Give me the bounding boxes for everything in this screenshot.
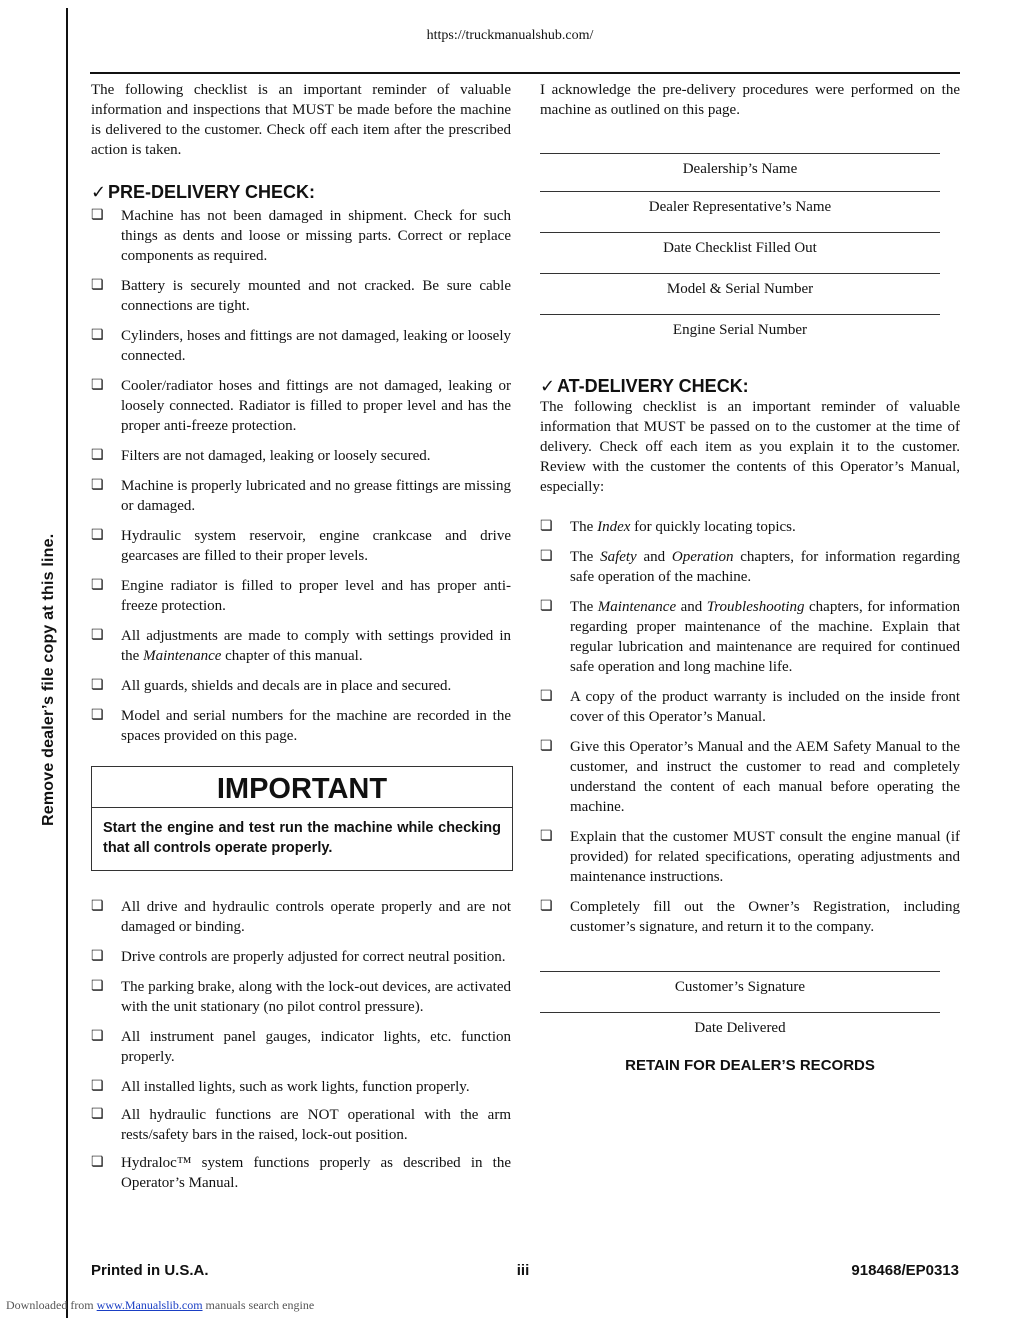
dealer-signature-block (540, 153, 960, 340)
signature-field[interactable] (540, 191, 960, 217)
list-item[interactable]: ❏ Filters are not damaged, leaking or loosely secured. (91, 448, 431, 464)
list-item[interactable]: ❏ The Index for quickly locating topics. (540, 519, 796, 535)
list-item[interactable]: ❏ Hydraloc™ system functions properly as described in the Operator’s Manual. (91, 1155, 511, 1191)
checkbox-icon[interactable]: ❏ (540, 899, 553, 914)
pre-delivery-heading (91, 181, 511, 203)
list-item[interactable]: ❏ Completely fill out the Owner’s Registration, including customer’s signature, and return it to the company. (540, 899, 960, 935)
checkbox-icon[interactable]: ❏ (91, 899, 104, 914)
checkbox-icon[interactable]: ❏ (540, 739, 553, 754)
important-notice (91, 766, 513, 871)
signature-field[interactable] (540, 971, 960, 997)
left-column (91, 80, 511, 1193)
signature-label: Date Checklist Filled Out (663, 240, 817, 256)
checkbox-icon[interactable]: ❏ (91, 328, 104, 343)
page-number: iii (516, 1262, 530, 1279)
at-delivery-intro: The following checklist is an important reminder of valuable information that MUST be passed on to the customer at the time of delivery. Check off each item as you explain it to the customer. Review with the customer the contents of this Operator’s Manual, especially: (540, 399, 960, 495)
list-item[interactable]: ❏ All installed lights, such as work lights, function properly. (91, 1079, 470, 1095)
checkbox-icon[interactable]: ❏ (540, 519, 553, 534)
checkbox-icon[interactable]: ❏ (91, 708, 104, 723)
list-item[interactable]: ❏ Model and serial numbers for the machine are recorded in the spaces provided on this page. (91, 708, 511, 744)
signature-label: Engine Serial Number (672, 322, 808, 338)
checkbox-icon[interactable]: ❏ (91, 208, 104, 223)
checkbox-icon[interactable]: ❏ (91, 678, 104, 693)
checkbox-icon[interactable]: ❏ (540, 599, 553, 614)
checkbox-icon[interactable]: ❏ (91, 578, 104, 593)
list-item[interactable]: ❏ All guards, shields and decals are in place and secured. (91, 678, 452, 694)
checkbox-icon[interactable]: ❏ (540, 549, 553, 564)
cut-line (66, 8, 68, 1318)
list-item[interactable]: ❏ All instrument panel gauges, indicator lights, etc. function properly. (91, 1029, 511, 1065)
checkbox-icon[interactable]: ❏ (540, 829, 553, 844)
download-note (6, 1298, 314, 1313)
customer-signature-block (540, 971, 960, 1038)
important-text: Start the engine and test run the machine while checking that all controls operate properly. (103, 820, 501, 856)
checkbox-icon[interactable]: ❏ (91, 1107, 104, 1122)
checkbox-icon[interactable]: ❏ (91, 1029, 104, 1044)
signature-label: Dealership’s Name (682, 161, 798, 177)
checkbox-icon[interactable]: ❏ (91, 448, 104, 463)
checkbox-icon[interactable]: ❏ (91, 979, 104, 994)
checkbox-icon[interactable]: ❏ (91, 628, 104, 643)
right-column (540, 80, 960, 1074)
pre-delivery-title: PRE-DELIVERY CHECK: (108, 182, 316, 202)
at-delivery-title: AT-DELIVERY CHECK: (557, 376, 749, 396)
signature-field[interactable] (540, 153, 960, 179)
list-item[interactable]: ❏ The Safety and Operation chapters, for information regarding safe operation of the machine. (540, 549, 960, 585)
signature-field[interactable] (540, 273, 960, 299)
list-item[interactable]: ❏ All adjustments are made to comply with settings provided in the Maintenance chapter of this manual. (91, 628, 511, 664)
list-item[interactable]: ❏ Machine has not been damaged in shipment. Check for such things as dents and loose or missing parts. Correct or replace components as required. (91, 208, 511, 264)
document-code: 918468/EP0313 (851, 1262, 959, 1279)
signature-label: Date Delivered (694, 1020, 786, 1036)
run-test-list (91, 897, 511, 1193)
checkbox-icon[interactable]: ❏ (91, 278, 104, 293)
signature-label: Dealer Representative’s Name (648, 199, 832, 215)
list-item[interactable]: ❏ Drive controls are properly adjusted for correct neutral position. (91, 949, 506, 965)
checkbox-icon[interactable]: ❏ (540, 689, 553, 704)
check-mark-icon: ✓ (91, 182, 107, 202)
intro-paragraph: The following checklist is an important reminder of valuable information and inspections that MUST be made before the machine is delivered to the customer. Check off each item after the prescribed action is taken. (91, 82, 511, 158)
cut-instruction: Remove dealer’s file copy at this line. (40, 533, 57, 826)
list-item[interactable]: ❏ All drive and hydraulic controls operate properly and are not damaged or binding. (91, 899, 511, 935)
checkbox-icon[interactable]: ❏ (91, 1155, 104, 1170)
checkbox-icon[interactable]: ❏ (91, 378, 104, 393)
download-suffix: manuals search engine (205, 1298, 315, 1312)
important-title: IMPORTANT (92, 767, 512, 808)
check-mark-icon: ✓ (540, 376, 556, 396)
list-item[interactable]: ❏ Explain that the customer MUST consult the engine manual (if provided) for related specifications, operating adjustments and maintenance instructions. (540, 829, 960, 885)
pre-delivery-list (91, 206, 511, 746)
list-item[interactable]: ❏ All hydraulic functions are NOT operational with the arm rests/safety bars in the raised, lock-out position. (91, 1107, 511, 1143)
list-item[interactable]: ❏ Machine is properly lubricated and no grease fittings are missing or damaged. (91, 478, 511, 514)
acknowledge-paragraph: I acknowledge the pre-delivery procedures were performed on the machine as outlined on this page. (540, 82, 960, 118)
signature-field[interactable] (540, 314, 960, 340)
signature-field[interactable] (540, 1012, 960, 1038)
list-item[interactable]: ❏ The parking brake, along with the lock-out devices, are activated with the unit stationary (no pilot control pressure). (91, 979, 511, 1015)
checkbox-icon[interactable]: ❏ (91, 949, 104, 964)
list-item[interactable]: ❏ Cooler/radiator hoses and fittings are not damaged, leaking or loosely connected. Radiator is filled to proper level and has the proper anti-freeze protection. (91, 378, 511, 434)
signature-label: Customer’s Signature (674, 979, 806, 995)
list-item[interactable]: ❏ Give this Operator’s Manual and the AEM Safety Manual to the customer, and instruct the customer to read and completely understand the content of each manual before operating the machine. (540, 739, 960, 815)
at-delivery-heading (540, 375, 960, 397)
at-delivery-list (540, 517, 960, 937)
checkbox-icon[interactable]: ❏ (91, 528, 104, 543)
manualslib-link[interactable]: www.Manualslib.com (96, 1298, 203, 1312)
source-url: https://truckmanualshub.com/ (426, 28, 594, 43)
list-item[interactable]: ❏ Engine radiator is filled to proper level and has proper anti-freeze protection. (91, 578, 511, 614)
download-prefix: Downloaded from (6, 1298, 94, 1312)
checkbox-icon[interactable]: ❏ (91, 478, 104, 493)
list-item[interactable]: ❏ Hydraulic system reservoir, engine crankcase and drive gearcases are filled to their proper levels. (91, 528, 511, 564)
signature-label: Model & Serial Number (666, 281, 814, 297)
list-item[interactable]: ❏ Cylinders, hoses and fittings are not damaged, leaking or loosely connected. (91, 328, 511, 364)
signature-field[interactable] (540, 232, 960, 258)
checkbox-icon[interactable]: ❏ (91, 1079, 104, 1094)
list-item[interactable]: ❏ Battery is securely mounted and not cracked. Be sure cable connections are tight. (91, 278, 511, 314)
list-item[interactable]: ❏ The Maintenance and Troubleshooting chapters, for information regarding proper maintenance of the machine. Explain that regular lubrication and maintenance are required for continued safe operation and long machine life. (540, 599, 960, 675)
list-item[interactable]: ❏ A copy of the product warranty is included on the inside front cover of this Operator’s Manual. (540, 689, 960, 725)
header-rule (90, 72, 960, 74)
printed-in: Printed in U.S.A. (91, 1262, 209, 1279)
retain-notice: RETAIN FOR DEALER’S RECORDS (625, 1057, 875, 1074)
